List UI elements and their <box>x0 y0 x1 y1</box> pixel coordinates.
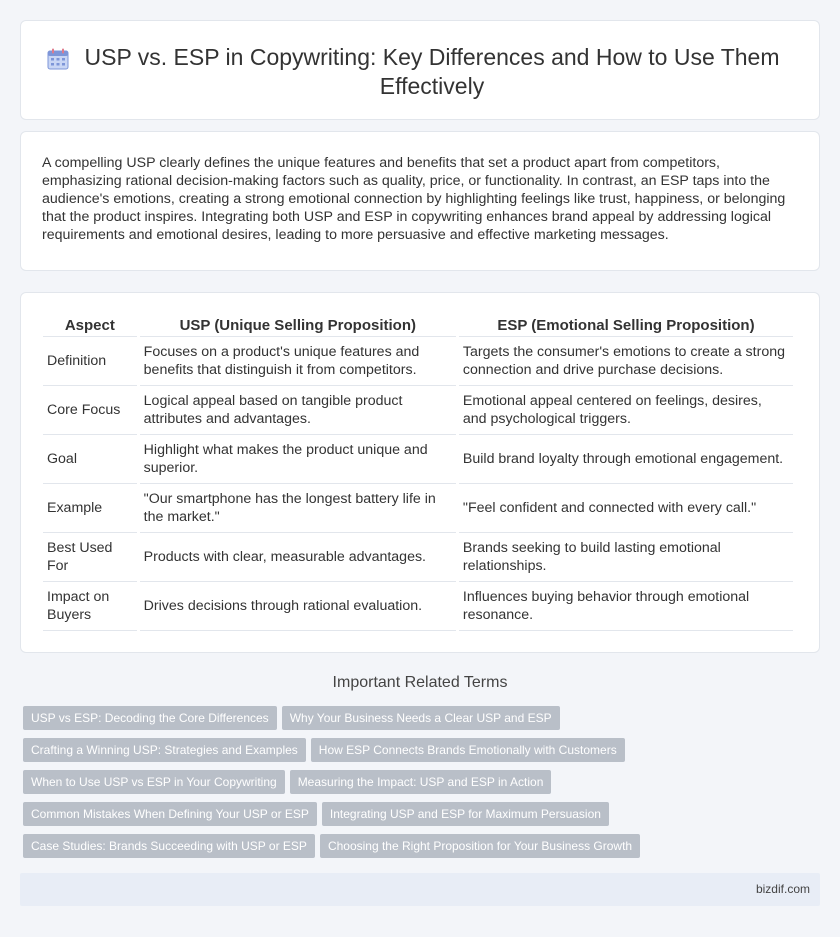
related-term-link[interactable]: Crafting a Winning USP: Strategies and Examples <box>23 738 306 762</box>
related-term-link[interactable]: When to Use USP vs ESP in Your Copywriting <box>23 770 285 794</box>
related-term-link[interactable]: Case Studies: Brands Succeeding with USP or ESP <box>23 834 315 858</box>
table-cell: Targets the consumer's emotions to create a strong connection and drive purchase decisions. <box>459 337 793 386</box>
page-title: USP vs. ESP in Copywriting: Key Differences and How to Use Them Effectively <box>84 44 780 99</box>
table-cell: Best Used For <box>43 533 137 582</box>
intro-paragraph: A compelling USP clearly defines the unique features and benefits that set a product apart from competitors, emphasizing rational decision-making factors such as quality, price, or functionality. In contrast, an ESP taps into the audience's emotions, creating a strong emotional connection by highlighting feelings like trust, happiness, or belonging that the product inspires. Integrating both USP and ESP in copywriting enhances brand appeal by addressing logical requirements and emotional desires, leading to more persuasive and effective marketing messages. <box>42 155 786 243</box>
table-row <box>43 386 793 435</box>
table-cell: Definition <box>43 337 137 386</box>
table-cell: Influences buying behavior through emotional resonance. <box>459 582 793 631</box>
intro-card <box>20 131 820 271</box>
related-terms-list <box>23 706 823 866</box>
table-row <box>43 582 793 631</box>
column-header: Aspect <box>43 311 137 337</box>
column-header: ESP (Emotional Selling Proposition) <box>459 311 793 337</box>
related-terms-title: Important Related Terms <box>332 674 508 691</box>
comparison-table <box>40 311 796 631</box>
related-term-link[interactable]: Integrating USP and ESP for Maximum Persuasion <box>322 802 609 826</box>
table-cell: "Our smartphone has the longest battery life in the market." <box>140 484 456 533</box>
table-row <box>43 435 793 484</box>
table-cell: Goal <box>43 435 137 484</box>
table-cell: Products with clear, measurable advantages. <box>140 533 456 582</box>
table-cell: Example <box>43 484 137 533</box>
table-cell: Brands seeking to build lasting emotional relationships. <box>459 533 793 582</box>
column-header: USP (Unique Selling Proposition) <box>140 311 456 337</box>
table-cell: Focuses on a product's unique features and benefits that distinguish it from competitors. <box>140 337 456 386</box>
table-cell: Highlight what makes the product unique and superior. <box>140 435 456 484</box>
table-cell: Impact on Buyers <box>43 582 137 631</box>
table-header-row <box>43 311 793 337</box>
related-term-link[interactable]: Why Your Business Needs a Clear USP and ESP <box>282 706 560 730</box>
related-term-link[interactable]: Choosing the Right Proposition for Your Business Growth <box>320 834 640 858</box>
table-row <box>43 337 793 386</box>
table-cell: Core Focus <box>43 386 137 435</box>
table-cell: Drives decisions through rational evaluation. <box>140 582 456 631</box>
footer-site-link[interactable]: bizdif.com <box>755 882 810 896</box>
table-cell: Logical appeal based on tangible product attributes and advantages. <box>140 386 456 435</box>
header-card <box>20 20 820 120</box>
table-row <box>43 533 793 582</box>
table-cell: Emotional appeal centered on feelings, desires, and psychological triggers. <box>459 386 793 435</box>
table-row <box>43 484 793 533</box>
related-term-link[interactable]: Measuring the Impact: USP and ESP in Action <box>290 770 552 794</box>
table-cell: "Feel confident and connected with every call." <box>459 484 793 533</box>
footer <box>20 873 820 906</box>
related-term-link[interactable]: How ESP Connects Brands Emotionally with Customers <box>311 738 625 762</box>
comparison-table-card <box>20 292 820 653</box>
related-term-link[interactable]: USP vs ESP: Decoding the Core Differences <box>23 706 277 730</box>
table-cell: Build brand loyalty through emotional engagement. <box>459 435 793 484</box>
related-term-link[interactable]: Common Mistakes When Defining Your USP or ESP <box>23 802 317 826</box>
